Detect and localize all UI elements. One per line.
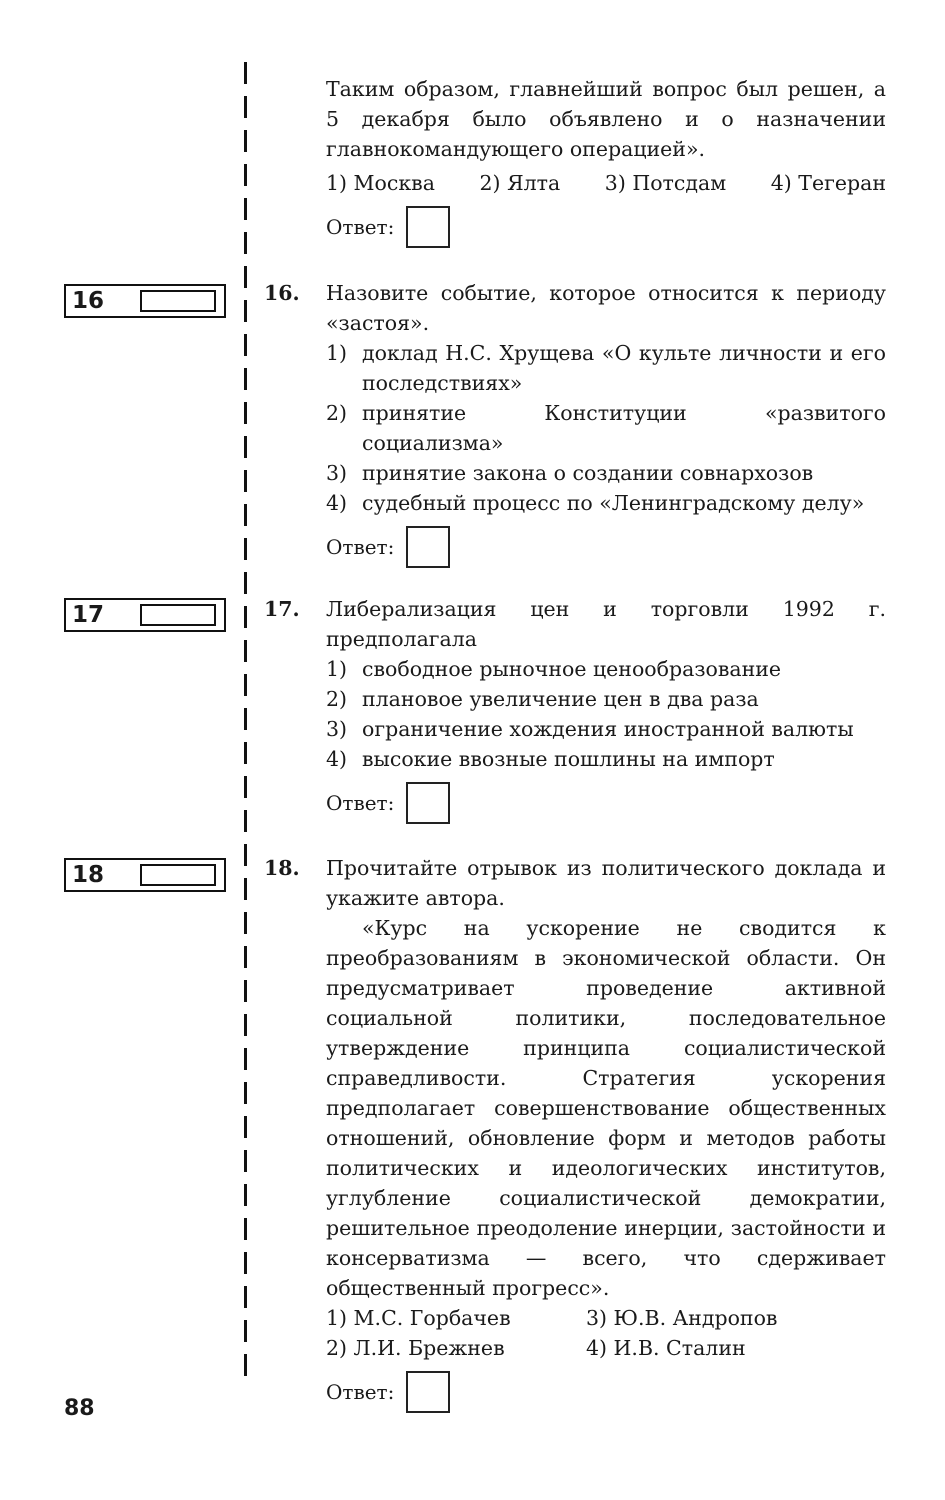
- question-15-answer: [326, 206, 886, 248]
- option-text: ограничение хождения иностранной валюты: [362, 717, 854, 741]
- side-answer-17: [64, 598, 226, 632]
- question-18-number: 18.: [264, 856, 300, 880]
- answer-label: Ответ:: [326, 535, 395, 559]
- option-number: 3): [326, 461, 348, 485]
- option-number: 2): [326, 687, 348, 711]
- option-number: 4): [326, 491, 348, 515]
- question-17-option-4: [326, 744, 886, 774]
- option-text: высокие ввозные пошлины на импорт: [362, 747, 775, 771]
- option-number: 1): [326, 657, 348, 681]
- question-17-number: 17.: [264, 597, 300, 621]
- question-16-option-1: [326, 338, 886, 398]
- answer-box[interactable]: [406, 206, 450, 248]
- answer-label: Ответ:: [326, 215, 395, 239]
- side-answer-cell[interactable]: [140, 864, 216, 886]
- question-16-answer: [326, 526, 886, 568]
- cut-line: [244, 62, 247, 1384]
- question-17-answer: [326, 782, 886, 824]
- question-18-options: [326, 1303, 886, 1363]
- question-16-option-2: [326, 398, 886, 458]
- question-18-option-2: 2) Л.И. Брежнев: [326, 1336, 505, 1360]
- option-text: свободное рыночное ценообразование: [362, 657, 782, 681]
- question-18: [326, 853, 886, 1413]
- question-17-option-3: [326, 714, 886, 744]
- question-18-option-4: 4) И.В. Сталин: [586, 1336, 746, 1360]
- side-number: 16: [72, 288, 105, 314]
- question-15-option-2: 2) Ялта: [479, 171, 561, 195]
- question-18-text: Прочитайте отрывок из политического доклада и укажите автора.: [326, 856, 886, 910]
- page-number: 88: [64, 1396, 95, 1421]
- option-number: 4): [326, 747, 348, 771]
- side-number: 18: [72, 862, 105, 888]
- question-17: [326, 594, 886, 824]
- answer-box[interactable]: [406, 1371, 450, 1413]
- question-16-number: 16.: [264, 281, 300, 305]
- question-18-answer: [326, 1371, 886, 1413]
- option-number: 1): [326, 341, 348, 365]
- answer-box[interactable]: [406, 782, 450, 824]
- question-17-option-2: [326, 684, 886, 714]
- question-15-text: Таким образом, главнейший вопрос был решен, а 5 декабря было объявлено и о назначении главнокомандующего операцией».: [326, 77, 886, 161]
- answer-label: Ответ:: [326, 1380, 395, 1404]
- answer-label: Ответ:: [326, 791, 395, 815]
- question-16: [326, 278, 886, 568]
- question-17-option-1: [326, 654, 886, 684]
- question-16-option-3: [326, 458, 886, 488]
- side-answer-18: [64, 858, 226, 892]
- question-15: [326, 74, 886, 248]
- option-text: доклад Н.С. Хрущева «О культе личности и его последствиях»: [362, 341, 886, 395]
- option-number: 3): [326, 717, 348, 741]
- question-18-option-1: 1) М.С. Горбачев: [326, 1306, 511, 1330]
- question-18-quote: «Курс на ускорение не сводится к преобразованиям в экономической области. Он предусматривает проведение активной социальной политики, последовательное утверждение принципа социалистической справедливости. Стратегия ускорения предполагает совершенствование общественных отношений, обновление форм и методов работы политических и идеологических институтов, углубление социалистической демократии, решительное преодоление инерции, застойности и консерватизма — всего, что сдерживает общественный прогресс».: [326, 916, 886, 1300]
- question-15-option-1: 1) Москва: [326, 171, 435, 195]
- question-15-option-3: 3) Потсдам: [604, 171, 727, 195]
- answer-box[interactable]: [406, 526, 450, 568]
- question-15-option-4: 4) Тегеран: [770, 171, 886, 195]
- option-text: принятие Конституции «развитого социализма»: [362, 401, 886, 455]
- question-16-option-4: [326, 488, 886, 518]
- side-number: 17: [72, 602, 105, 628]
- option-number: 2): [326, 401, 348, 425]
- question-18-option-3: 3) Ю.В. Андропов: [586, 1306, 778, 1330]
- question-17-text: Либерализация цен и торговли 1992 г. предполагала: [326, 597, 886, 651]
- side-answer-cell[interactable]: [140, 290, 216, 312]
- question-16-text: Назовите событие, которое относится к периоду «застоя».: [326, 281, 886, 335]
- side-answer-cell[interactable]: [140, 604, 216, 626]
- side-answer-16: [64, 284, 226, 318]
- question-15-options: [326, 168, 886, 198]
- option-text: принятие закона о создании совнархозов: [362, 461, 814, 485]
- option-text: плановое увеличение цен в два раза: [362, 687, 759, 711]
- option-text: судебный процесс по «Ленинградскому делу»: [362, 491, 865, 515]
